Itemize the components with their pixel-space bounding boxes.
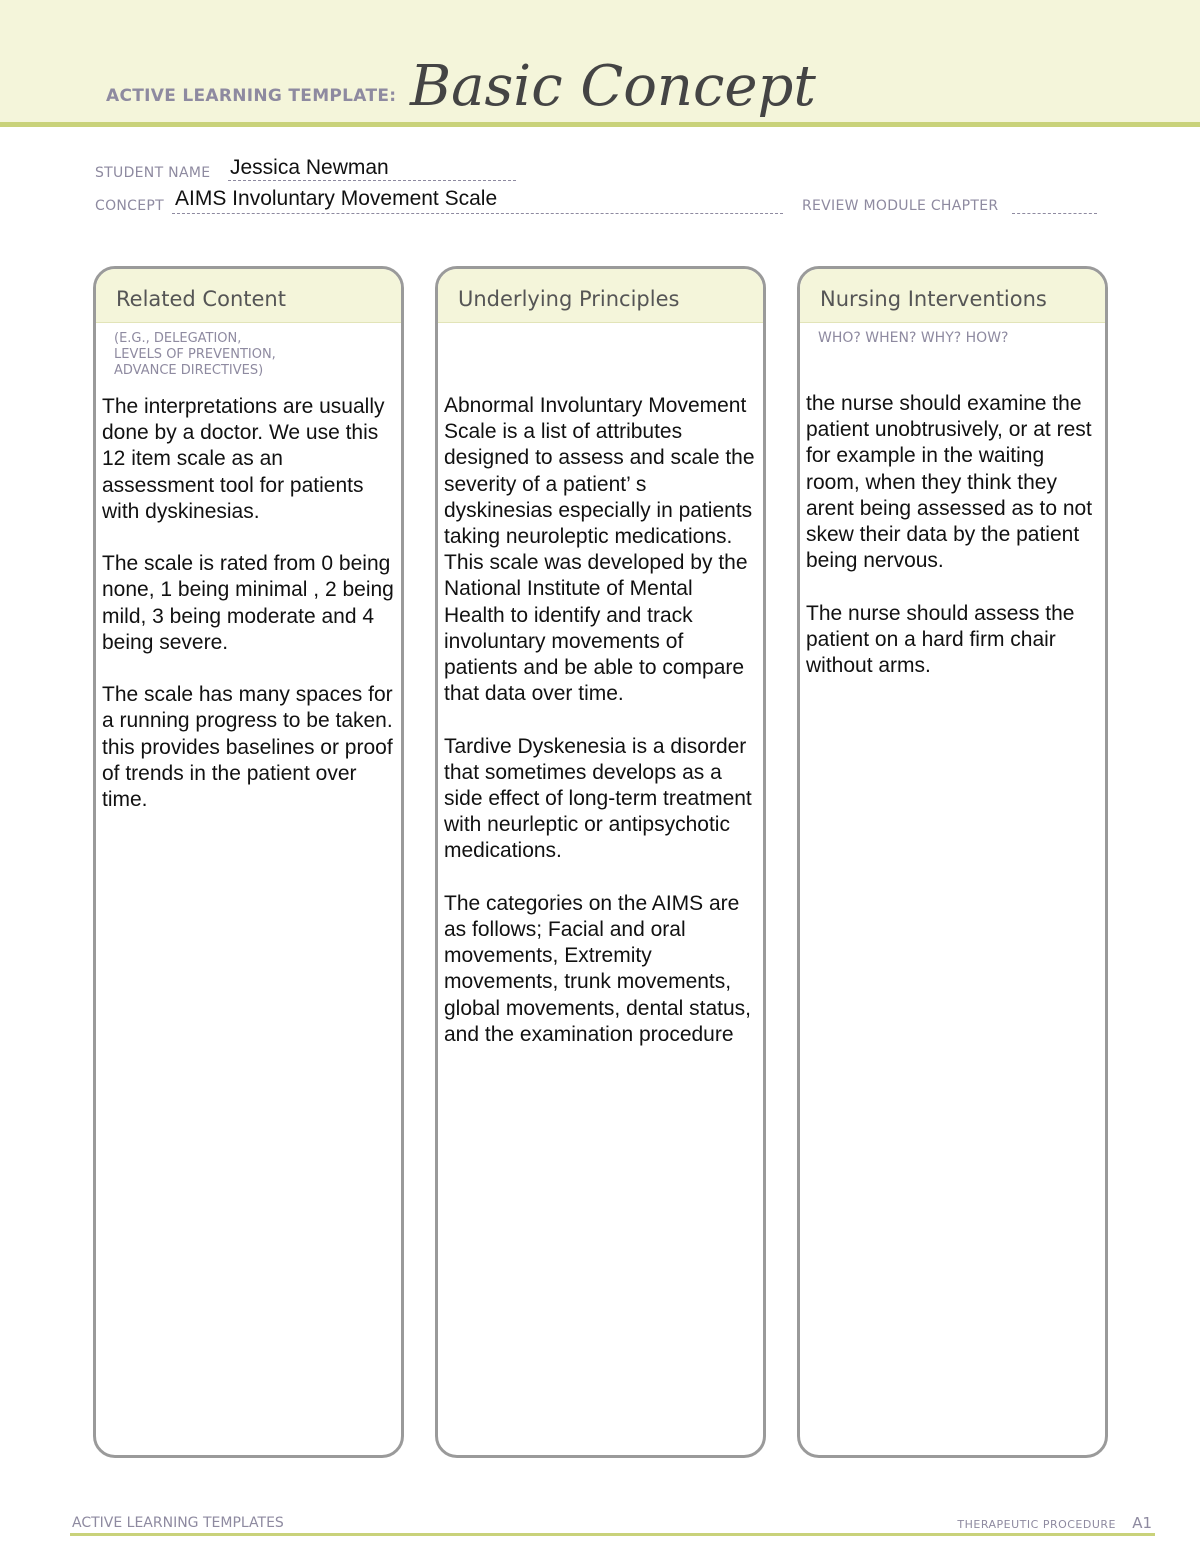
underlying-principles-paragraph: Abnormal Involuntary Movement Scale is a list of attributes designed to assess and scale the severity of a patient’ s dyskinesias especially in patients taking neuroleptic medications. This scale was developed by the National Institute of Mental Health to identify and track involuntary movements of patients and be able to compare that data over time.: [444, 394, 755, 706]
nursing-interventions-paragraph: The nurse should assess the patient on a hard firm chair without arms.: [806, 601, 1075, 678]
underlying-principles-paragraph: Tardive Dyskenesia is a disorder that sometimes develops as a side effect of long-term treatment with neurleptic or antipsychotic medications.: [444, 734, 752, 863]
footer-right: THERAPEUTIC PROCEDURE: [957, 1518, 1116, 1531]
concept-field[interactable]: AIMS Involuntary Movement Scale: [175, 187, 498, 210]
review-module-line: [1012, 213, 1097, 214]
underlying-principles-title: Underlying Principles: [458, 287, 680, 311]
underlying-principles-paragraph: The categories on the AIMS are as follows; Facial and oral movements, Extremity movements, trunk movements, global movements, dental status, and the examination procedure: [444, 891, 752, 1046]
footer-left: ACTIVE LEARNING TEMPLATES: [72, 1515, 284, 1531]
underlying-principles-body[interactable]: [444, 393, 757, 1074]
concept-label: CONCEPT: [95, 198, 164, 214]
related-content-paragraph: The interpretations are usually done by a doctor. We use this 12 item scale as an assessment tool for patients with dyskinesias.: [102, 395, 385, 523]
nursing-interventions-header: [800, 269, 1105, 323]
underlying-principles-box: [435, 266, 766, 1458]
nursing-interventions-body[interactable]: [806, 391, 1099, 705]
template-label: ACTIVE LEARNING TEMPLATE:: [106, 86, 397, 106]
student-name-line: [228, 180, 516, 181]
related-content-paragraph: The scale is rated from 0 being none, 1 being minimal , 2 being mild, 3 being moderate and 4 being severe.: [102, 552, 394, 654]
nursing-interventions-box: [797, 266, 1108, 1458]
underlying-principles-header: [438, 269, 763, 323]
related-content-header: [96, 269, 401, 323]
related-content-body[interactable]: [102, 394, 395, 839]
concept-line: [172, 213, 783, 214]
nursing-interventions-title: Nursing Interventions: [820, 287, 1047, 311]
related-content-subtitle-line: ADVANCE DIRECTIVES): [114, 363, 264, 378]
nursing-interventions-paragraph: the nurse should examine the patient unobtrusively, or at rest for example in the waiting room, when they think they arent being assessed as to not skew their data by the patient being nervous.: [806, 392, 1093, 573]
template-title: Basic Concept: [410, 54, 816, 119]
related-content-subtitle-line: (E.G., DELEGATION,: [114, 331, 242, 346]
related-content-title: Related Content: [116, 287, 286, 311]
review-module-label: REVIEW MODULE CHAPTER: [802, 198, 999, 214]
student-name-label: STUDENT NAME: [95, 165, 211, 181]
related-content-subtitle-line: LEVELS OF PREVENTION,: [114, 347, 276, 362]
student-name-field[interactable]: Jessica Newman: [230, 156, 389, 179]
footer-code: A1: [1132, 1514, 1152, 1532]
related-content-subtitle: [114, 331, 276, 379]
related-content-box: [93, 266, 404, 1458]
related-content-paragraph: The scale has many spaces for a running progress to be taken. this provides baselines or proof of trends in the patient over time.: [102, 683, 393, 812]
nursing-interventions-subtitle: WHO? WHEN? WHY? HOW?: [818, 330, 1009, 346]
footer-rule: [70, 1533, 1155, 1536]
header-rule: [0, 122, 1200, 127]
